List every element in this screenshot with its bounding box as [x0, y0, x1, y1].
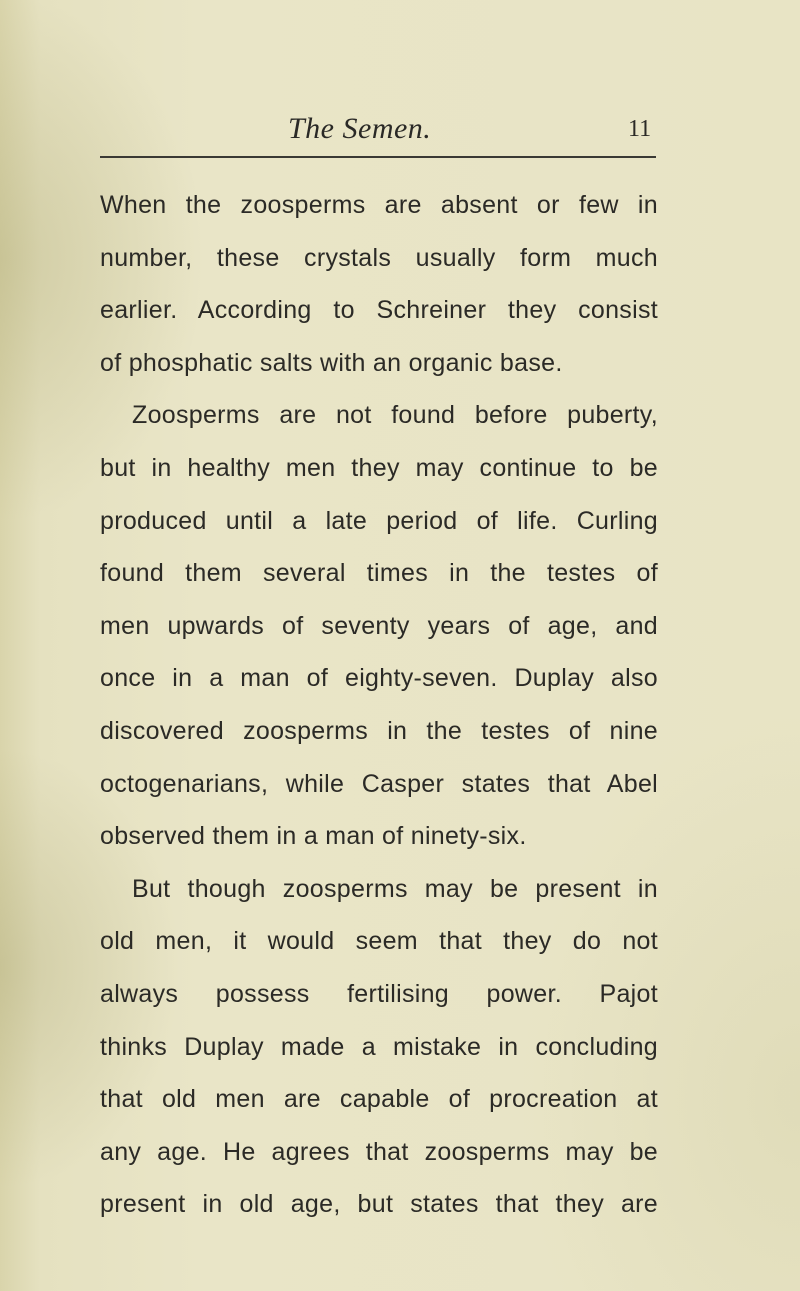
text-line: earlier. According to Schreiner they consist [100, 296, 658, 325]
text-line: once in a man of eighty-seven. Duplay also [100, 664, 658, 693]
text-line: that old men are capable of procreation at [100, 1085, 658, 1114]
running-title: The Semen. [288, 112, 432, 145]
text-line: produced until a late period of life. Curling [100, 506, 658, 535]
text-line: but in healthy men they may continue to be [100, 453, 658, 482]
paragraph-start-line: Zoosperms are not found before puberty, [132, 401, 658, 430]
text-line: men upwards of seventy years of age, and [100, 611, 658, 640]
text-line: discovered zoosperms in the testes of nine [100, 716, 658, 745]
text-line: of phosphatic salts with an organic base. [100, 348, 563, 377]
text-line: number, these crystals usually form much [100, 243, 658, 272]
text-line: old men, it would seem that they do not [100, 927, 658, 956]
page-number: 11 [628, 116, 652, 142]
text-line: When the zoosperms are absent or few in [100, 191, 658, 219]
body-text [100, 179, 658, 1231]
text-line: always possess fertilising power. Pajot [100, 979, 658, 1008]
text-line: found them several times in the testes of [100, 559, 658, 588]
text-line: octogenarians, while Casper states that Abel [100, 769, 658, 798]
text-line: thinks Duplay made a mistake in concluding [100, 1032, 658, 1061]
text-line: observed them in a man of ninety-six. [100, 822, 527, 851]
paragraph-start-line: But though zoosperms may be present in [132, 874, 658, 903]
text-line: any age. He agrees that zoosperms may be [100, 1137, 658, 1166]
text-line: present in old age, but states that they are [100, 1190, 658, 1219]
header-rule [100, 156, 656, 158]
running-head [0, 112, 800, 152]
